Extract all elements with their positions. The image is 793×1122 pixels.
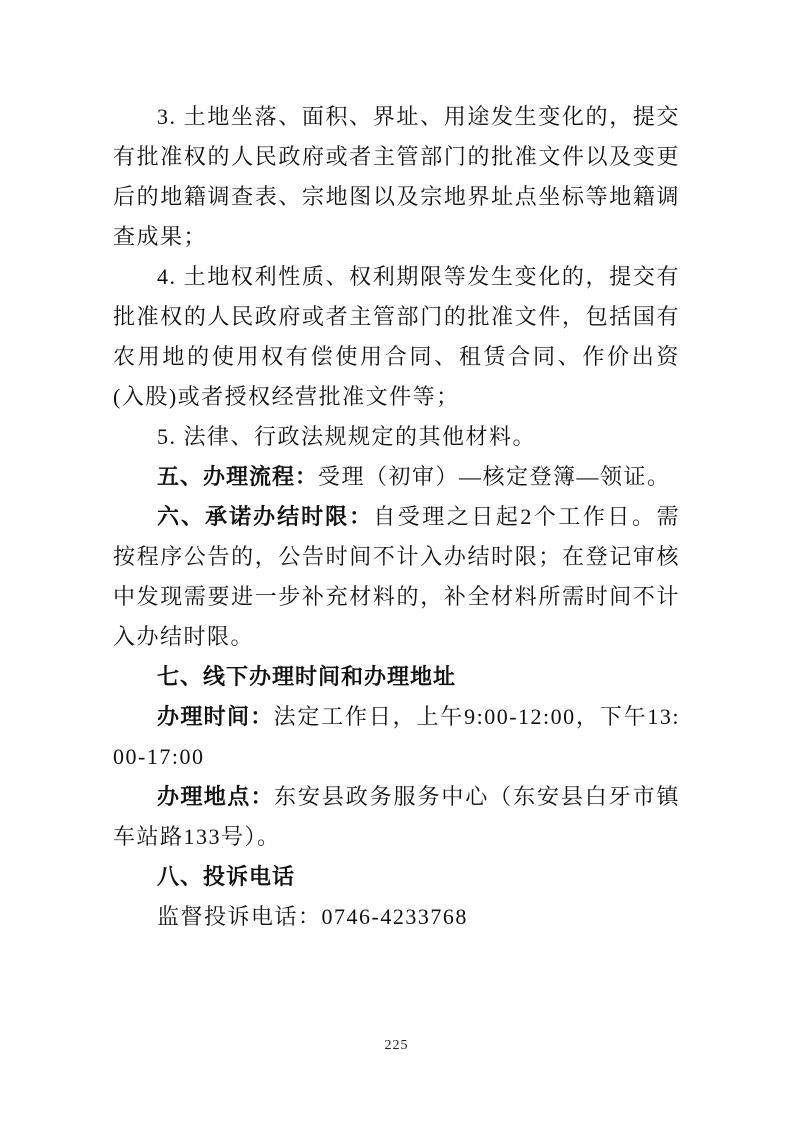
paragraph-text: 监督投诉电话：0746-4233768 [157, 904, 468, 929]
paragraph-text: 5. 法律、行政法规规定的其他材料。 [157, 424, 537, 449]
paragraph-text: 受理（初审）—核定登簿—领证。 [318, 464, 671, 489]
paragraph-heading: 八、投诉电话 [157, 864, 296, 889]
paragraph [113, 257, 680, 417]
page-footer [0, 1036, 793, 1054]
paragraph-heading: 七、线下办理时间和办理地址 [157, 664, 457, 689]
paragraph [113, 97, 680, 257]
paragraph [113, 457, 680, 497]
paragraph [113, 857, 680, 897]
paragraph [113, 417, 680, 457]
paragraph-text: 4. 土地权利性质、权利期限等发生变化的，提交有批准权的人民政府或者主管部门的批准文件，包括国有农用地的使用权有偿使用合同、租赁合同、作价出资(入股)或者授权经营批准文件等； [113, 264, 680, 409]
paragraph [113, 497, 680, 657]
paragraph-text: 法定工作日，上午9:00-12:00，下午13:00-17:00 [113, 704, 680, 769]
paragraph [113, 777, 680, 857]
paragraph [113, 897, 680, 937]
paragraph-text: 自受理之日起2个工作日。需按程序公告的，公告时间不计入办结时限；在登记审核中发现需要进一步补充材料的，补全材料所需时间不计入办结时限。 [113, 504, 680, 649]
page-number: 225 [384, 1038, 409, 1053]
paragraph-heading: 办理地点： [157, 784, 275, 809]
paragraph-heading: 六、承诺办结时限： [157, 504, 374, 529]
paragraph-text: 东安县政务服务中心（东安县白牙市镇车站路133号）。 [113, 784, 680, 849]
paragraph [113, 697, 680, 777]
paragraph [113, 657, 680, 697]
paragraph-text: 3. 土地坐落、面积、界址、用途发生变化的，提交有批准权的人民政府或者主管部门的批准文件以及变更后的地籍调查表、宗地图以及宗地界址点坐标等地籍调查成果； [113, 104, 680, 249]
paragraph-heading: 办理时间： [157, 704, 274, 729]
document-body [113, 97, 680, 937]
paragraph-heading: 五、办理流程： [157, 464, 319, 489]
